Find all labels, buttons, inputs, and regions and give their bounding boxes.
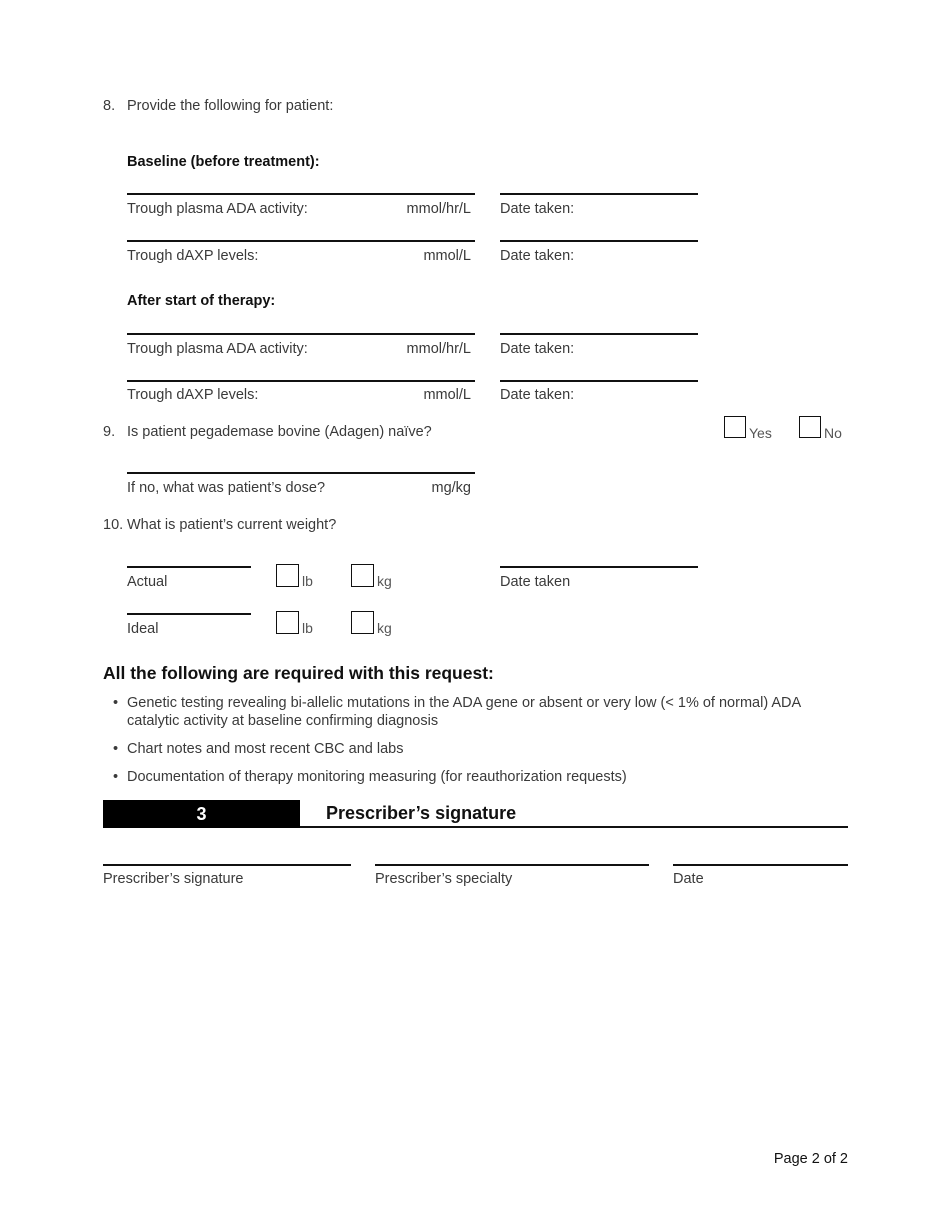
yes-checkbox[interactable] bbox=[724, 416, 746, 438]
required-item bbox=[113, 740, 852, 758]
required-item bbox=[113, 694, 852, 730]
section-title: Prescriber’s signature bbox=[326, 803, 517, 823]
bullet: • bbox=[113, 769, 119, 785]
after-ada-date-field[interactable] bbox=[500, 334, 698, 360]
required-item bbox=[113, 768, 852, 786]
after-ada-field[interactable] bbox=[127, 334, 475, 360]
ideal-kg-checkbox[interactable] bbox=[351, 611, 374, 634]
ideal-lb-checkbox[interactable] bbox=[276, 611, 299, 634]
q8-number: 8. bbox=[103, 98, 116, 114]
baseline-daxp-field[interactable] bbox=[127, 241, 475, 267]
q10-number: 10. bbox=[103, 517, 124, 533]
after-daxp-label: Trough dAXP levels: bbox=[127, 387, 259, 403]
after-daxp-unit: mmol/L bbox=[423, 387, 471, 403]
kg-label: kg bbox=[377, 573, 392, 589]
dose-unit: mg/kg bbox=[431, 480, 471, 496]
dose-field[interactable] bbox=[127, 473, 475, 499]
after-ada-unit: mmol/hr/L bbox=[406, 341, 471, 357]
kg-label: kg bbox=[377, 620, 392, 636]
q9-text: Is patient pegademase bovine (Adagen) naïve? bbox=[127, 424, 432, 440]
q9-number: 9. bbox=[103, 424, 116, 440]
date-taken-label: Date taken: bbox=[500, 248, 575, 264]
actual-label: Actual bbox=[127, 574, 168, 590]
date-taken-label: Date taken: bbox=[500, 387, 575, 403]
yes-label: Yes bbox=[749, 425, 772, 441]
signature-label: Prescriber’s signature bbox=[103, 871, 244, 887]
specialty-label: Prescriber’s specialty bbox=[375, 871, 513, 887]
signature-date-label: Date bbox=[673, 871, 704, 887]
dose-label: If no, what was patient’s dose? bbox=[127, 480, 326, 496]
actual-weight-field[interactable] bbox=[127, 567, 251, 593]
section-number: 3 bbox=[103, 800, 300, 828]
required-item-text: Genetic testing revealing bi-allelic mutations in the ADA gene or absent or very low (< 1% of normal) ADA catalytic activity at baseline confirming diagnosis bbox=[127, 695, 801, 729]
section-underline bbox=[300, 826, 848, 828]
actual-kg-checkbox[interactable] bbox=[351, 564, 374, 587]
baseline-daxp-label: Trough dAXP levels: bbox=[127, 248, 259, 264]
after-heading: After start of therapy: bbox=[127, 293, 276, 309]
weight-date-label: Date taken bbox=[500, 574, 571, 590]
no-checkbox[interactable] bbox=[799, 416, 821, 438]
ideal-weight-field[interactable] bbox=[127, 614, 251, 640]
bullet: • bbox=[113, 695, 119, 711]
no-label: No bbox=[824, 425, 842, 441]
baseline-ada-unit: mmol/hr/L bbox=[406, 201, 471, 217]
required-item-text: Chart notes and most recent CBC and labs bbox=[127, 741, 404, 757]
page-number: Page 2 of 2 bbox=[773, 1151, 848, 1167]
date-taken-label: Date taken: bbox=[500, 201, 575, 217]
weight-date-field[interactable] bbox=[500, 567, 698, 593]
baseline-daxp-date-field[interactable] bbox=[500, 241, 698, 267]
baseline-ada-label: Trough plasma ADA activity: bbox=[127, 201, 308, 217]
baseline-heading: Baseline (before treatment): bbox=[127, 154, 320, 170]
bullet: • bbox=[113, 741, 119, 757]
required-item-text: Documentation of therapy monitoring measuring (for reauthorization requests) bbox=[127, 769, 627, 785]
date-taken-label: Date taken: bbox=[500, 341, 575, 357]
q8-text: Provide the following for patient: bbox=[127, 98, 334, 114]
after-daxp-date-field[interactable] bbox=[500, 380, 698, 406]
baseline-ada-date-field[interactable] bbox=[500, 194, 698, 220]
q10-text: What is patient’s current weight? bbox=[127, 517, 337, 533]
lb-label: lb bbox=[302, 620, 313, 636]
after-ada-label: Trough plasma ADA activity: bbox=[127, 341, 308, 357]
after-daxp-field[interactable] bbox=[127, 380, 475, 406]
actual-lb-checkbox[interactable] bbox=[276, 564, 299, 587]
lb-label: lb bbox=[302, 573, 313, 589]
baseline-ada-field[interactable] bbox=[127, 194, 475, 220]
baseline-daxp-unit: mmol/L bbox=[423, 248, 471, 264]
ideal-label: Ideal bbox=[127, 621, 159, 637]
required-heading: All the following are required with this request: bbox=[103, 663, 494, 683]
